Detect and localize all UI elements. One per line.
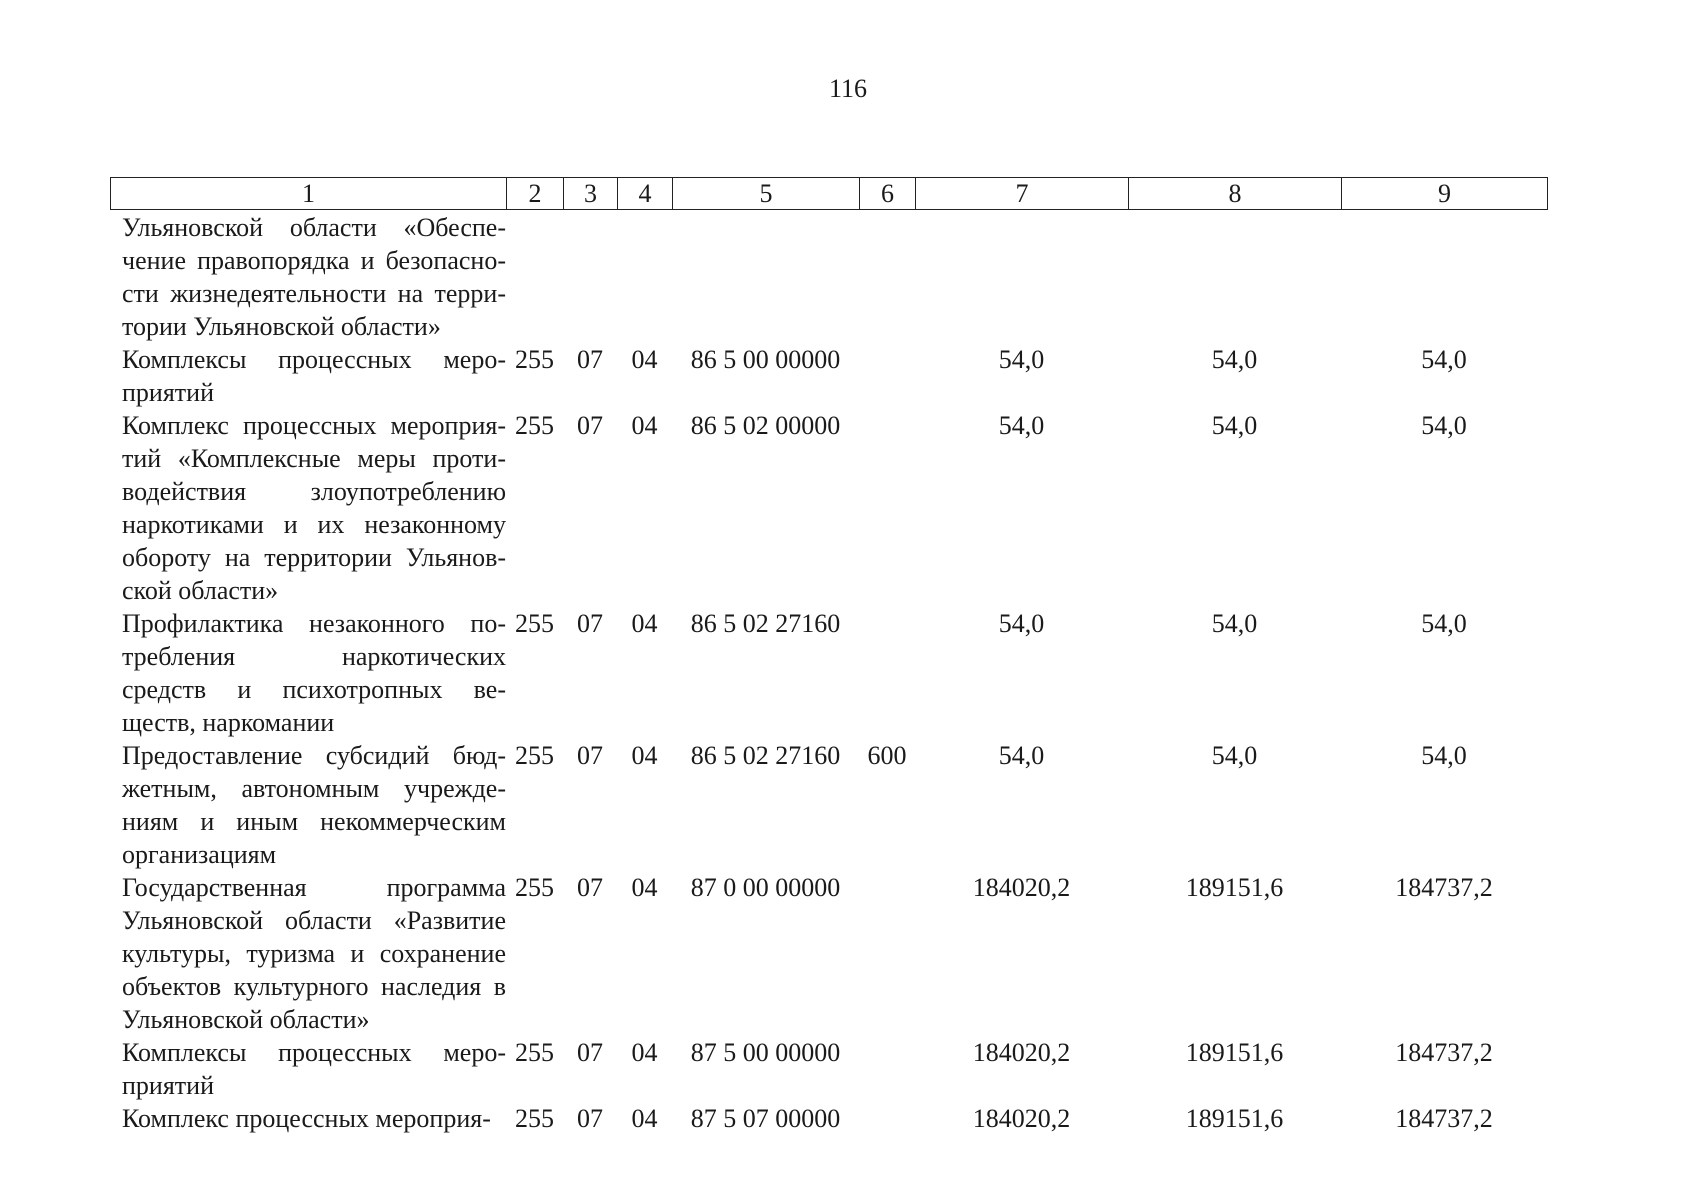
cell-col-9: 184737,2 <box>1395 1104 1493 1133</box>
table-row <box>110 607 1598 739</box>
row-name-line: тории Ульяновской области» <box>122 312 441 341</box>
cell-col-3: 07 <box>577 1038 603 1067</box>
cell-col-8: 54,0 <box>1211 345 1258 374</box>
row-name-line: требления наркотических <box>122 642 506 671</box>
cell-col-9: 54,0 <box>1421 609 1467 638</box>
cell-col-5: 87 5 07 00000 <box>690 1104 841 1133</box>
cell-col-3: 07 <box>577 411 603 440</box>
cell-col-2: 255 <box>515 1038 554 1067</box>
table-row <box>110 409 1598 607</box>
row-name <box>110 1036 506 1102</box>
cell-col-7: 54,0 <box>998 741 1045 770</box>
cell-col-5: 87 5 00 00000 <box>690 1038 841 1067</box>
header-cell-9: 9 <box>1342 178 1548 210</box>
row-name-line: приятий <box>122 378 214 407</box>
cell-col-5: 86 5 02 00000 <box>690 411 841 440</box>
row-name-line: ской области» <box>122 576 279 605</box>
row-name-line: Ульяновской области «Обеспе- <box>122 213 506 242</box>
row-name-line: Комплекс процессных мероприя- <box>122 1104 491 1133</box>
table-row <box>110 211 1598 343</box>
cell-col-3: 07 <box>577 1104 603 1133</box>
row-name <box>110 739 506 871</box>
header-cell-4: 4 <box>618 178 673 210</box>
cell-col-2: 255 <box>515 609 554 638</box>
row-name-line: Предоставление субсидий бюд- <box>122 741 506 770</box>
row-name-line: Комплексы процессных меро- <box>122 345 506 374</box>
row-name-line: тий «Комплексные меры проти- <box>122 444 506 473</box>
header-cell-5: 5 <box>673 178 860 210</box>
header-cell-8: 8 <box>1129 178 1342 210</box>
row-name-line: культуры, туризма и сохранение <box>122 939 506 968</box>
header-cell-1: 1 <box>111 178 507 210</box>
cell-col-4: 04 <box>631 1104 658 1133</box>
row-name <box>110 409 506 607</box>
cell-col-8: 54,0 <box>1211 609 1258 638</box>
table-row <box>110 1036 1598 1102</box>
cell-col-7: 184020,2 <box>972 1038 1071 1067</box>
cell-col-5: 86 5 02 27160 <box>690 741 841 770</box>
cell-col-9: 54,0 <box>1421 741 1467 770</box>
cell-col-2: 255 <box>515 1104 554 1133</box>
table-row <box>110 343 1598 409</box>
cell-col-5: 86 5 02 27160 <box>690 609 841 638</box>
row-name-line: Государственная программа <box>122 873 506 902</box>
row-name-line: Ульяновской области» <box>122 1005 370 1034</box>
cell-col-2: 255 <box>515 345 554 374</box>
row-name-line: Ульяновской области «Развитие <box>122 906 506 935</box>
cell-col-3: 07 <box>577 345 603 374</box>
row-name-line: объектов культурного наследия в <box>122 972 506 1001</box>
cell-col-9: 184737,2 <box>1395 1038 1493 1067</box>
row-name-line: жетным, автономным учрежде- <box>122 774 506 803</box>
row-name-line: Комплекс процессных мероприя- <box>122 411 506 440</box>
cell-col-4: 04 <box>631 609 658 638</box>
cell-col-3: 07 <box>577 873 603 902</box>
cell-col-8: 54,0 <box>1211 411 1258 440</box>
header-cell-2: 2 <box>507 178 564 210</box>
row-name-line: приятий <box>122 1071 214 1100</box>
cell-col-4: 04 <box>631 411 658 440</box>
page-number: 116 <box>828 74 868 103</box>
cell-col-8: 54,0 <box>1211 741 1258 770</box>
row-name-line: обороту на территории Ульянов- <box>122 543 506 572</box>
row-name-line: организациям <box>122 840 277 869</box>
cell-col-7: 54,0 <box>998 345 1045 374</box>
row-name-line: Комплексы процессных меро- <box>122 1038 506 1067</box>
cell-col-2: 255 <box>515 411 554 440</box>
cell-col-9: 184737,2 <box>1395 873 1493 902</box>
cell-col-4: 04 <box>631 741 658 770</box>
cell-col-2: 255 <box>515 741 554 770</box>
cell-col-3: 07 <box>577 741 603 770</box>
row-name <box>110 1102 506 1135</box>
column-number-header <box>110 177 1548 210</box>
cell-col-7: 184020,2 <box>972 1104 1071 1133</box>
row-name-line: водействия злоупотреблению <box>122 477 506 506</box>
cell-col-4: 04 <box>631 1038 658 1067</box>
cell-col-3: 07 <box>577 609 603 638</box>
cell-col-5: 87 0 00 00000 <box>690 873 841 902</box>
cell-col-6: 600 <box>867 741 907 770</box>
cell-col-5: 86 5 00 00000 <box>690 345 841 374</box>
row-name-line: чение правопорядка и безопасно- <box>122 246 506 275</box>
cell-col-9: 54,0 <box>1421 411 1467 440</box>
cell-col-8: 189151,6 <box>1185 1038 1284 1067</box>
cell-col-7: 184020,2 <box>972 873 1071 902</box>
header-cell-7: 7 <box>916 178 1129 210</box>
cell-col-4: 04 <box>631 345 658 374</box>
cell-col-7: 54,0 <box>998 609 1045 638</box>
row-name <box>110 343 506 409</box>
row-name-line: средств и психотропных ве- <box>122 675 506 704</box>
cell-col-4: 04 <box>631 873 658 902</box>
header-cell-3: 3 <box>564 178 618 210</box>
cell-col-8: 189151,6 <box>1185 873 1284 902</box>
row-name-line: сти жизнедеятельности на терри- <box>122 279 506 308</box>
budget-table-body <box>110 211 1598 1135</box>
row-name-line: ниям и иным некоммерческим <box>122 807 506 836</box>
table-row <box>110 1102 1598 1135</box>
cell-col-9: 54,0 <box>1421 345 1467 374</box>
header-cell-6: 6 <box>860 178 916 210</box>
cell-col-2: 255 <box>515 873 554 902</box>
cell-col-7: 54,0 <box>998 411 1045 440</box>
row-name <box>110 607 506 739</box>
row-name <box>110 211 506 343</box>
row-name-line: Профилактика незаконного по- <box>122 609 506 638</box>
table-row <box>110 739 1598 871</box>
table-row <box>110 871 1598 1036</box>
row-name-line: ществ, наркомании <box>122 708 335 737</box>
row-name <box>110 871 506 1036</box>
cell-col-8: 189151,6 <box>1185 1104 1284 1133</box>
row-name-line: наркотиками и их незаконному <box>122 510 506 539</box>
